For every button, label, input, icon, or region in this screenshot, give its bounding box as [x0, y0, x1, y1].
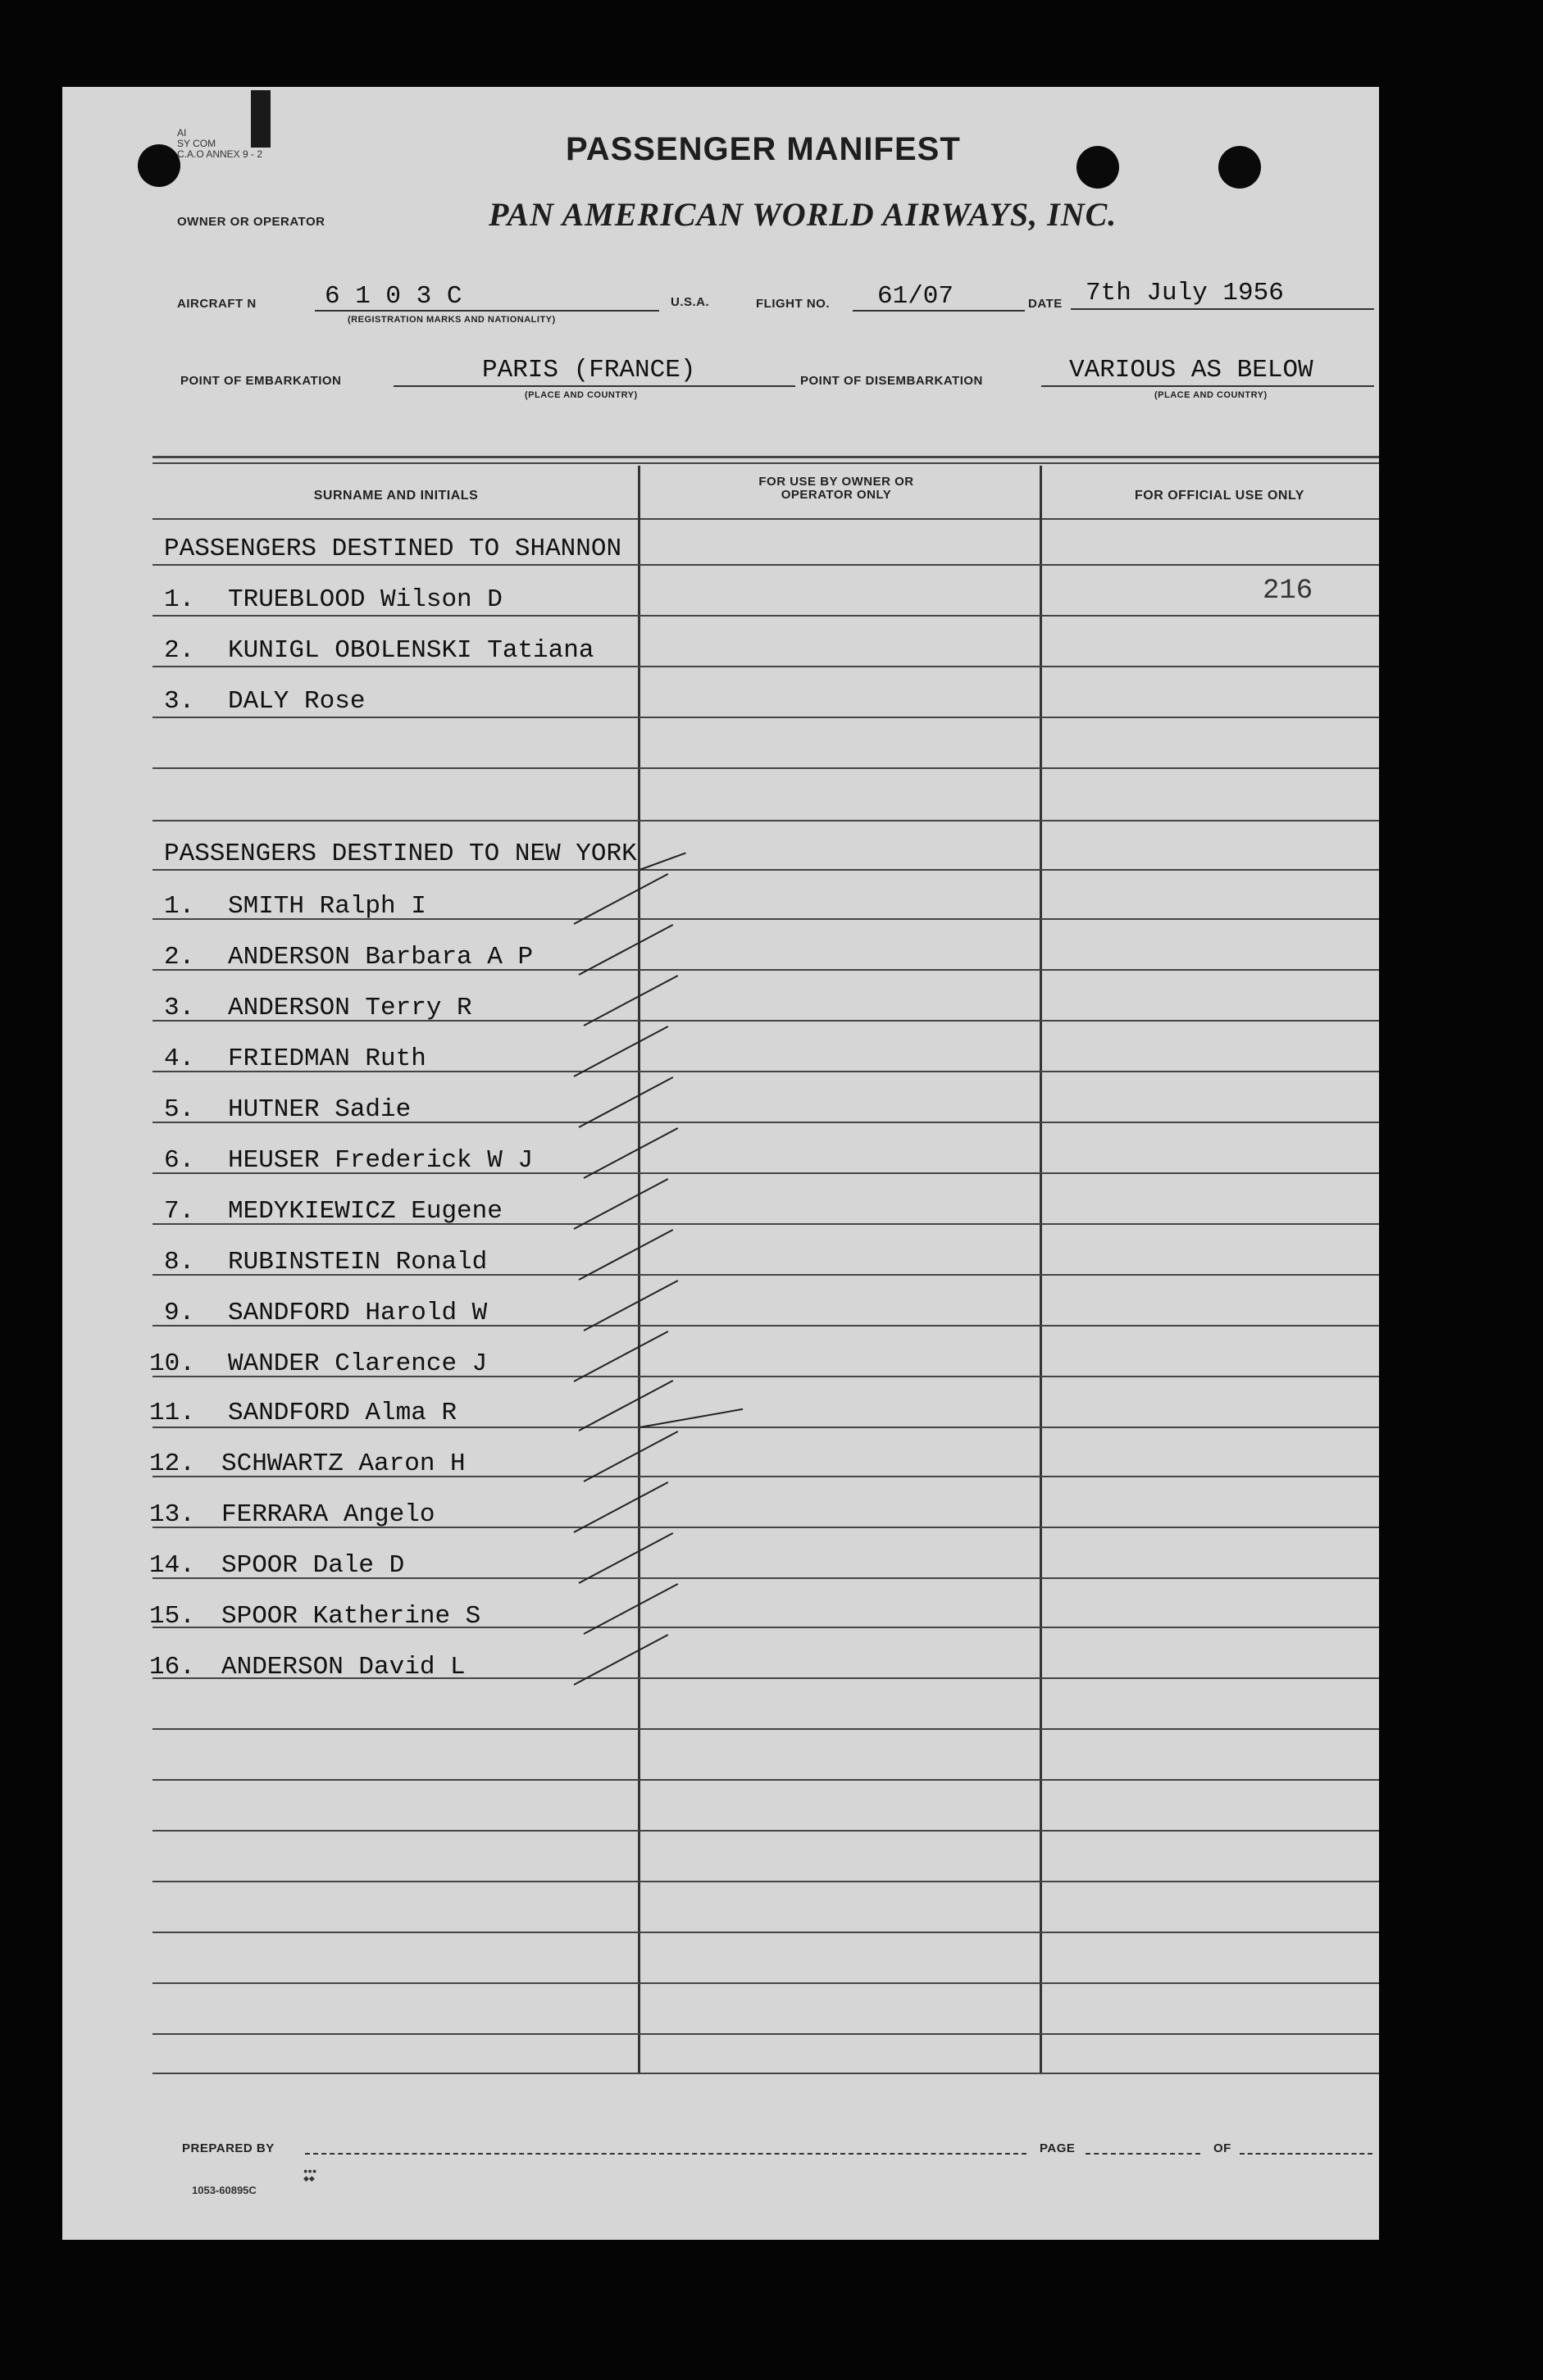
column-header-owner: FOR USE BY OWNER OR OPERATOR ONLY: [758, 475, 914, 502]
column-header-surname: SURNAME AND INITIALS: [313, 489, 479, 503]
aircraft-registration: 6 1 0 3 C: [325, 282, 462, 311]
official-entry: 216: [1263, 576, 1313, 607]
passenger-number: 14.: [149, 1551, 195, 1580]
embarkation-sublabel: (PLACE AND COUNTRY): [525, 390, 638, 400]
of-underline: [1240, 2153, 1372, 2155]
header-rule: [152, 518, 1379, 520]
flight-number: 61/07: [877, 282, 954, 311]
passenger-number: 10.: [149, 1349, 195, 1378]
flight-number-label: FLIGHT NO.: [756, 297, 830, 311]
usa-label: U.S.A.: [671, 295, 710, 309]
passenger-number: 2.: [164, 943, 195, 972]
passenger-number: 1.: [164, 892, 195, 921]
printer-mark-icon: ●●● ◆◆: [303, 2167, 317, 2182]
embarkation-underline: [394, 385, 795, 387]
passenger-name: KUNIGL OBOLENSKI Tatiana: [228, 636, 594, 665]
table-row-rule: [152, 767, 1379, 769]
date-underline: [1071, 308, 1374, 310]
table-row-rule: [152, 1982, 1379, 1984]
passenger-name: SMITH Ralph I: [228, 892, 426, 921]
passenger-name: ANDERSON David L: [221, 1653, 466, 1681]
table-row-rule: [152, 1779, 1379, 1781]
passenger-number: 8.: [164, 1248, 195, 1276]
table-row-rule: [152, 2033, 1379, 2035]
embarkation-label: POINT OF EMBARKATION: [180, 374, 342, 388]
flight-date: 7th July 1956: [1086, 279, 1284, 307]
passenger-number: 15.: [149, 1602, 195, 1631]
page-label: PAGE: [1040, 2141, 1076, 2155]
embarkation-place: PARIS (FRANCE): [482, 356, 696, 385]
column-header-official: FOR OFFICIAL USE ONLY: [1135, 489, 1304, 503]
passenger-number: 5.: [164, 1095, 195, 1124]
passenger-name: FERRARA Angelo: [221, 1500, 435, 1529]
passenger-name: WANDER Clarence J: [228, 1349, 488, 1378]
column-divider-2: [1040, 466, 1042, 2073]
table-row-rule: [152, 717, 1379, 718]
stamp-line: C.A.O ANNEX 9 - 2: [177, 148, 263, 160]
passenger-name: TRUEBLOOD Wilson D: [228, 585, 503, 614]
table-row-rule: [152, 1881, 1379, 1882]
table-top-rule-2: [152, 462, 1379, 464]
passenger-name: FRIEDMAN Ruth: [228, 1044, 426, 1073]
date-label: DATE: [1028, 297, 1063, 311]
table-row-rule: [152, 2073, 1379, 2074]
punch-hole-right: [1218, 146, 1261, 189]
flight-underline: [853, 310, 1025, 312]
passenger-name: DALY Rose: [228, 687, 366, 716]
table-row-rule: [152, 820, 1379, 821]
airline-name: PAN AMERICAN WORLD AIRWAYS, INC.: [489, 196, 1117, 233]
passenger-name: SANDFORD Alma R: [228, 1399, 457, 1427]
disembarkation-sublabel: (PLACE AND COUNTRY): [1154, 390, 1268, 400]
aircraft-sublabel: (REGISTRATION MARKS AND NATIONALITY): [348, 315, 556, 325]
passenger-number: 1.: [164, 585, 195, 614]
stamp-line: AI: [177, 127, 187, 139]
passenger-name: MEDYKIEWICZ Eugene: [228, 1197, 503, 1226]
table-row-rule: [152, 1932, 1379, 1933]
table-row-rule: [152, 1728, 1379, 1730]
column-divider-1: [638, 466, 640, 2073]
passenger-number: 3.: [164, 994, 195, 1022]
passenger-name: HUTNER Sadie: [228, 1095, 412, 1124]
punch-hole-left: [138, 144, 180, 187]
passenger-number: 9.: [164, 1299, 195, 1327]
aircraft-underline: [315, 310, 659, 312]
form-number: 1053-60895C: [192, 2184, 257, 2196]
table-row-rule: [152, 1830, 1379, 1832]
table-row-rule: [152, 615, 1379, 617]
stamp-line: SY COM: [177, 138, 216, 149]
prepared-by-label: PREPARED BY: [182, 2141, 275, 2155]
disembarkation-underline: [1041, 385, 1374, 387]
table-row-rule: [152, 869, 1379, 871]
approval-stamp: [177, 128, 262, 160]
passenger-number: 13.: [149, 1500, 195, 1529]
disembarkation-label: POINT OF DISEMBARKATION: [800, 374, 983, 388]
passenger-number: 3.: [164, 687, 195, 716]
disembarkation-place: VARIOUS AS BELOW: [1069, 356, 1313, 385]
passenger-name: HEUSER Frederick W J: [228, 1146, 534, 1175]
passenger-number: 6.: [164, 1146, 195, 1175]
passenger-number: 11.: [149, 1399, 195, 1427]
table-top-rule: [152, 456, 1379, 458]
punch-hole-middle: [1076, 146, 1119, 189]
passenger-number: 16.: [149, 1653, 195, 1681]
table-row-rule: [152, 564, 1379, 566]
passenger-name: ANDERSON Barbara A P: [228, 943, 534, 972]
passenger-name: SPOOR Katherine S: [221, 1602, 481, 1631]
passenger-number: 4.: [164, 1044, 195, 1073]
of-label: OF: [1213, 2141, 1231, 2155]
passenger-name: SCHWARTZ Aaron H: [221, 1449, 466, 1478]
section-heading-shannon: PASSENGERS DESTINED TO SHANNON: [164, 535, 622, 563]
passenger-name: ANDERSON Terry R: [228, 994, 472, 1022]
passenger-number: 7.: [164, 1197, 195, 1226]
passenger-number: 12.: [149, 1449, 195, 1478]
table-row-rule: [152, 666, 1379, 667]
passenger-name: RUBINSTEIN Ronald: [228, 1248, 488, 1276]
page-underline: [1086, 2153, 1200, 2155]
manifest-title: PASSENGER MANIFEST: [566, 131, 961, 167]
owner-operator-label: OWNER OR OPERATOR: [177, 215, 325, 229]
aircraft-label: AIRCRAFT N: [177, 297, 257, 311]
section-heading-newyork: PASSENGERS DESTINED TO NEW YORK: [164, 840, 637, 868]
passenger-name: SANDFORD Harold W: [228, 1299, 488, 1327]
passenger-number: 2.: [164, 636, 195, 665]
prepared-by-underline: [305, 2153, 1026, 2155]
passenger-name: SPOOR Dale D: [221, 1551, 405, 1580]
